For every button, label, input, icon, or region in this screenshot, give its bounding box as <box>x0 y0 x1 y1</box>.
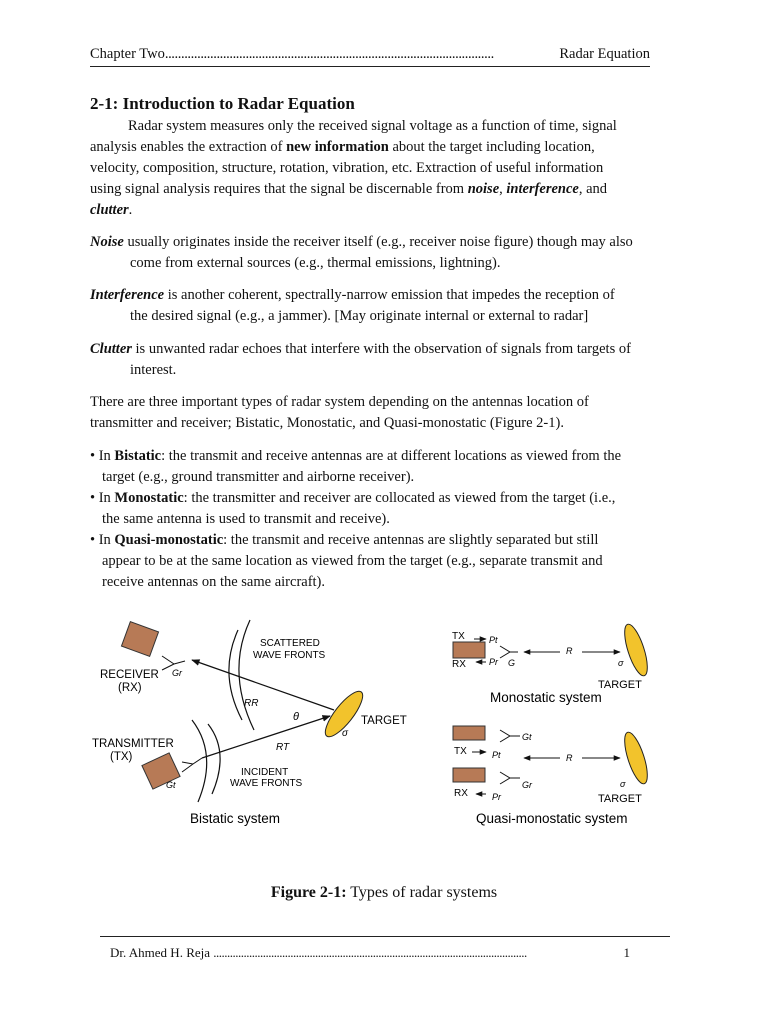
quasi-pt-label: Pt <box>492 750 501 760</box>
mono-radar-box <box>453 642 485 658</box>
bistatic-target-label: TARGET <box>361 715 407 727</box>
bullet-quasi: • In Quasi-monostatic: the transmit and receive antennas are slightly separated but still <box>90 532 599 548</box>
noise-term: noise <box>467 181 500 197</box>
quasi-target-icon <box>620 730 650 786</box>
rx-label: (RX) <box>118 682 142 694</box>
intro-text: , <box>499 181 507 197</box>
intro-text: . <box>128 202 133 218</box>
intro-line-3: velocity, composition, structure, rotation, vibration, etc. Extraction of useful information <box>90 160 604 176</box>
section-title: 2-1: Introduction to Radar Equation <box>90 94 355 113</box>
clutter-def-text: is unwanted radar echoes that interfere with the observation of signals from targets of <box>131 341 631 357</box>
transmitter-label: TRANSMITTER <box>92 738 174 750</box>
figure-caption <box>0 884 768 902</box>
rr-label: RR <box>244 698 259 709</box>
quasi-r-label: R <box>566 753 573 763</box>
mono-target-label: TARGET <box>598 679 642 691</box>
header-chapter: Chapter Two <box>90 46 165 62</box>
transmitter-antenna-icon <box>182 758 202 772</box>
mono-target-icon <box>620 622 650 678</box>
clutter-def-text-2: interest. <box>130 362 177 378</box>
mono-pt-label: Pt <box>489 635 498 645</box>
quasi-rx-box <box>453 768 485 782</box>
mono-r-label: R <box>566 646 573 656</box>
mono-tx-label: TX <box>452 631 465 642</box>
monostatic-caption: Monostatic system <box>490 690 602 705</box>
intro-text: analysis enables the extraction of <box>90 139 287 155</box>
receiver-box <box>121 622 158 657</box>
noise-def-text-2: come from external sources (e.g., thermal emissions, lightning). <box>130 255 501 271</box>
footer-author: Dr. Ahmed H. Reja <box>110 945 211 960</box>
mono-antenna-icon <box>500 646 518 658</box>
types-line-1: There are three important types of radar system depending on the antennas location of <box>90 394 589 410</box>
types-line-2: transmitter and receiver; Bistatic, Monostatic, and Quasi-monostatic (Figure 2-1). <box>90 415 564 431</box>
gt-label: Gt <box>166 780 176 790</box>
intro-paragraph <box>90 116 650 221</box>
quasi-target-label: TARGET <box>598 793 642 805</box>
caption-label: Figure 2-1: <box>270 884 347 901</box>
incident-wavefront-1 <box>208 724 220 794</box>
interference-def-text: is another coherent, spectrally-narrow emission that impedes the reception of <box>164 287 615 303</box>
incident-wavefront-2 <box>192 720 207 802</box>
scattered-label-2: WAVE FRONTS <box>253 650 326 661</box>
quasi-rx-label: RX <box>454 788 468 799</box>
intro-text: , and <box>578 181 608 197</box>
interference-term: interference <box>506 181 579 197</box>
bullet-bistatic: • In Bistatic: the transmit and receive antennas are at different locations as viewed from the <box>90 448 622 464</box>
scattered-wavefront-2 <box>239 620 254 730</box>
rt-path <box>202 716 330 758</box>
types-paragraph <box>90 392 650 434</box>
radar-systems-figure <box>90 612 650 842</box>
mono-pr-label: Pr <box>489 657 498 667</box>
intro-text: about the target including location, <box>388 139 595 155</box>
bullet-bistatic-cont: target (e.g., ground transmitter and airborne receiver). <box>102 469 415 485</box>
new-information-term: new information <box>286 139 389 155</box>
interference-def-term: Interference <box>90 287 165 303</box>
clutter-term: clutter <box>90 202 129 218</box>
noise-definition <box>90 232 650 274</box>
incident-label-1: INCIDENT <box>241 767 289 778</box>
incident-label-2: WAVE FRONTS <box>230 778 303 789</box>
quasi-tx-box <box>453 726 485 740</box>
quasi-monostatic-diagram <box>453 726 650 826</box>
caption-text: Types of radar systems <box>346 884 498 901</box>
clutter-def-term: Clutter <box>90 341 132 357</box>
quasi-tx-label: TX <box>454 746 467 757</box>
mono-sigma-label: σ <box>618 658 624 668</box>
intro-line-1: Radar system measures only the received signal voltage as a function of time, signal <box>128 118 617 134</box>
quasi-gt-label: Gt <box>522 732 532 742</box>
mono-rx-label: RX <box>452 659 466 670</box>
bistatic-sigma-label: σ <box>342 728 349 739</box>
bistatic-caption: Bistatic system <box>190 811 281 826</box>
quasi-tx-antenna-icon <box>500 730 520 742</box>
bistatic-diagram <box>92 620 407 826</box>
theta-label: θ <box>293 711 299 723</box>
bullet-quasi-cont: appear to be at the same location as viewed from the target (e.g., separate transmit and <box>102 553 603 569</box>
quasi-monostatic-caption: Quasi-monostatic system <box>476 811 628 826</box>
tx-label: (TX) <box>110 751 133 763</box>
quasi-rx-antenna-icon <box>500 772 520 784</box>
quasi-gr-label: Gr <box>522 780 532 790</box>
receiver-label: RECEIVER <box>100 669 159 681</box>
noise-def-text: usually originates inside the receiver itself (e.g., receiver noise figure) though may also <box>123 234 633 250</box>
rt-label: RT <box>276 742 290 753</box>
bullet-list <box>90 446 650 593</box>
page-footer <box>100 936 670 961</box>
page-number: 1 <box>623 945 630 960</box>
footer-dots: .................................................................................................................. <box>213 945 527 960</box>
noise-def-term: Noise <box>90 234 124 250</box>
monostatic-diagram <box>452 622 650 705</box>
mono-g-label: G <box>508 658 516 668</box>
clutter-definition <box>90 339 650 381</box>
page-header <box>90 46 650 67</box>
bullet-quasi-cont-2: receive antennas on the same aircraft). <box>102 574 326 590</box>
rr-path <box>192 660 334 710</box>
intro-text: using signal analysis requires that the signal be discernable from <box>90 181 468 197</box>
quasi-pr-label: Pr <box>492 792 501 802</box>
scattered-label-1: SCATTERED <box>260 638 320 649</box>
interference-def-text-2: the desired signal (e.g., a jammer). [May originate internal or external to radar] <box>130 308 589 324</box>
bullet-monostatic: • In Monostatic: the transmitter and receiver are collocated as viewed from the target (i.e., <box>90 490 616 506</box>
gr-label: Gr <box>172 668 182 678</box>
interference-definition <box>90 285 650 327</box>
quasi-sigma-label: σ <box>620 779 626 789</box>
bullet-monostatic-cont: the same antenna is used to transmit and receive). <box>102 511 390 527</box>
header-dots: ...................................................................................................... <box>164 46 494 62</box>
header-topic: Radar Equation <box>559 46 650 62</box>
